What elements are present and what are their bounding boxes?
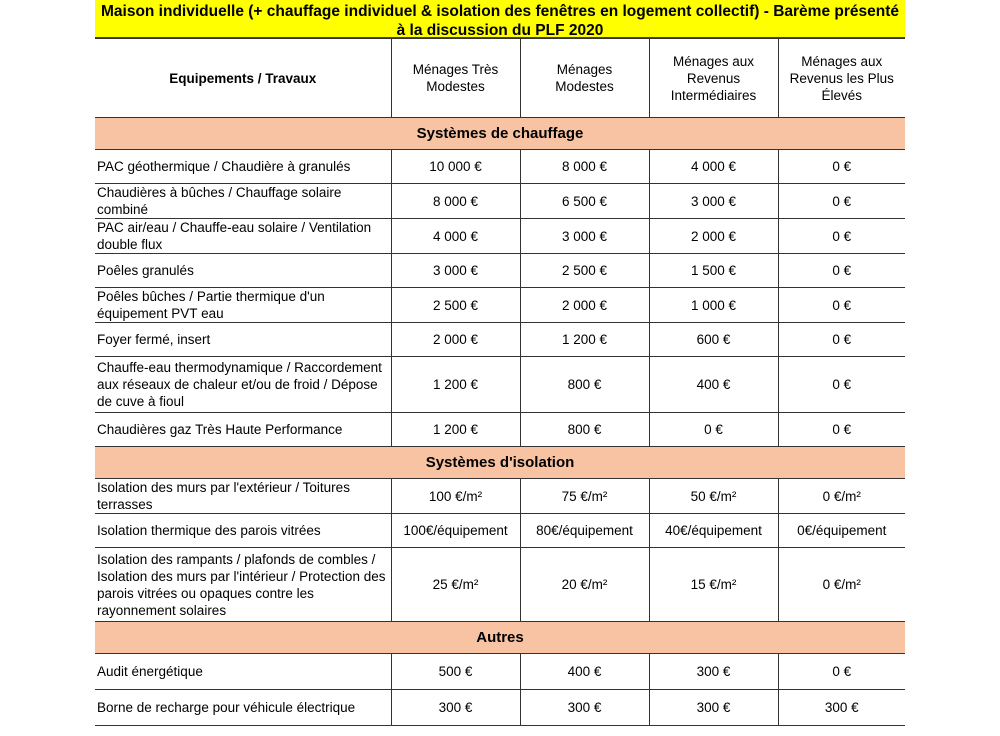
cell-intermediaires: 1 000 € — [649, 288, 778, 323]
cell-plus-eleves: 300 € — [778, 690, 905, 726]
cell-plus-eleves: 0 € — [778, 254, 905, 288]
row-label: Borne de recharge pour véhicule électrique — [95, 690, 391, 726]
table-row — [95, 514, 905, 548]
section-title: Systèmes de chauffage — [95, 118, 905, 150]
cell-modestes: 1 200 € — [520, 323, 649, 357]
cell-intermediaires: 3 000 € — [649, 184, 778, 219]
cell-tres-modestes: 25 €/m² — [391, 548, 520, 622]
cell-plus-eleves: 0 € — [778, 357, 905, 413]
cell-plus-eleves: 0 € — [778, 184, 905, 219]
cell-tres-modestes: 4 000 € — [391, 219, 520, 254]
cell-modestes: 2 500 € — [520, 254, 649, 288]
row-label: Isolation thermique des parois vitrées — [95, 514, 391, 548]
table-row — [95, 184, 905, 219]
cell-modestes: 8 000 € — [520, 150, 649, 184]
table-row — [95, 479, 905, 514]
cell-tres-modestes: 3 000 € — [391, 254, 520, 288]
cell-intermediaires: 2 000 € — [649, 219, 778, 254]
cell-plus-eleves: 0 € — [778, 219, 905, 254]
row-label: Isolation des murs par l'extérieur / Toitures terrasses — [95, 479, 391, 514]
cell-modestes: 20 €/m² — [520, 548, 649, 622]
table-row — [95, 254, 905, 288]
cell-tres-modestes: 8 000 € — [391, 184, 520, 219]
cell-plus-eleves: 0 € — [778, 654, 905, 690]
table-row — [95, 548, 905, 622]
cell-plus-eleves: 0 €/m² — [778, 479, 905, 514]
cell-intermediaires: 400 € — [649, 357, 778, 413]
cell-modestes: 80€/équipement — [520, 514, 649, 548]
table-row — [95, 413, 905, 447]
section-row — [95, 447, 905, 479]
cell-intermediaires: 1 500 € — [649, 254, 778, 288]
cell-tres-modestes: 500 € — [391, 654, 520, 690]
cell-tres-modestes: 2 000 € — [391, 323, 520, 357]
cell-intermediaires: 15 €/m² — [649, 548, 778, 622]
cell-plus-eleves: 0 € — [778, 150, 905, 184]
cell-modestes: 75 €/m² — [520, 479, 649, 514]
table-row — [95, 219, 905, 254]
cell-tres-modestes: 10 000 € — [391, 150, 520, 184]
cell-modestes: 300 € — [520, 690, 649, 726]
row-label: Chaudières à bûches / Chauffage solaire combiné — [95, 184, 391, 219]
row-label: Isolation des rampants / plafonds de combles / Isolation des murs par l'intérieur / Protection des parois vitrées ou opaques contre les rayonnement solaires — [95, 548, 391, 622]
cell-modestes: 800 € — [520, 413, 649, 447]
header-intermediaires: Ménages aux Revenus Intermédiaires — [649, 39, 778, 118]
table-row — [95, 323, 905, 357]
table-row — [95, 150, 905, 184]
cell-modestes: 6 500 € — [520, 184, 649, 219]
cell-intermediaires: 300 € — [649, 690, 778, 726]
header-tres-modestes: Ménages Très Modestes — [391, 39, 520, 118]
cell-plus-eleves: 0 € — [778, 288, 905, 323]
section-title: Systèmes d'isolation — [95, 447, 905, 479]
cell-intermediaires: 50 €/m² — [649, 479, 778, 514]
row-label: Audit énergétique — [95, 654, 391, 690]
row-label: PAC géothermique / Chaudière à granulés — [95, 150, 391, 184]
table-row — [95, 654, 905, 690]
cell-intermediaires: 4 000 € — [649, 150, 778, 184]
cell-modestes: 800 € — [520, 357, 649, 413]
section-title: Autres — [95, 622, 905, 654]
header-modestes: Ménages Modestes — [520, 39, 649, 118]
cell-plus-eleves: 0 €/m² — [778, 548, 905, 622]
row-label: Foyer fermé, insert — [95, 323, 391, 357]
row-label: PAC air/eau / Chauffe-eau solaire / Ventilation double flux — [95, 219, 391, 254]
cell-intermediaires: 0 € — [649, 413, 778, 447]
cell-intermediaires: 40€/équipement — [649, 514, 778, 548]
row-label: Chaudières gaz Très Haute Performance — [95, 413, 391, 447]
row-label: Poêles granulés — [95, 254, 391, 288]
cell-plus-eleves: 0 € — [778, 413, 905, 447]
section-row — [95, 118, 905, 150]
table-title: Maison individuelle (+ chauffage individuel & isolation des fenêtres en logement collectif) - Barème présenté à la discussion du PLF 2020 — [95, 0, 905, 38]
cell-tres-modestes: 1 200 € — [391, 413, 520, 447]
header-plus-eleves: Ménages aux Revenus les Plus Élevés — [778, 39, 905, 118]
cell-tres-modestes: 100 €/m² — [391, 479, 520, 514]
section-row — [95, 622, 905, 654]
subsidy-table-container — [95, 0, 905, 726]
cell-modestes: 3 000 € — [520, 219, 649, 254]
row-label: Poêles bûches / Partie thermique d'un équipement PVT eau — [95, 288, 391, 323]
cell-plus-eleves: 0€/équipement — [778, 514, 905, 548]
cell-intermediaires: 300 € — [649, 654, 778, 690]
cell-tres-modestes: 2 500 € — [391, 288, 520, 323]
cell-modestes: 400 € — [520, 654, 649, 690]
header-equipment: Equipements / Travaux — [95, 39, 391, 118]
cell-tres-modestes: 100€/équipement — [391, 514, 520, 548]
row-label: Chauffe-eau thermodynamique / Raccordement aux réseaux de chaleur et/ou de froid / Dépose de cuve à fioul — [95, 357, 391, 413]
subsidy-table — [95, 38, 905, 726]
table-row — [95, 690, 905, 726]
cell-modestes: 2 000 € — [520, 288, 649, 323]
cell-plus-eleves: 0 € — [778, 323, 905, 357]
cell-intermediaires: 600 € — [649, 323, 778, 357]
cell-tres-modestes: 1 200 € — [391, 357, 520, 413]
cell-tres-modestes: 300 € — [391, 690, 520, 726]
table-row — [95, 288, 905, 323]
header-row — [95, 39, 905, 118]
table-row — [95, 357, 905, 413]
